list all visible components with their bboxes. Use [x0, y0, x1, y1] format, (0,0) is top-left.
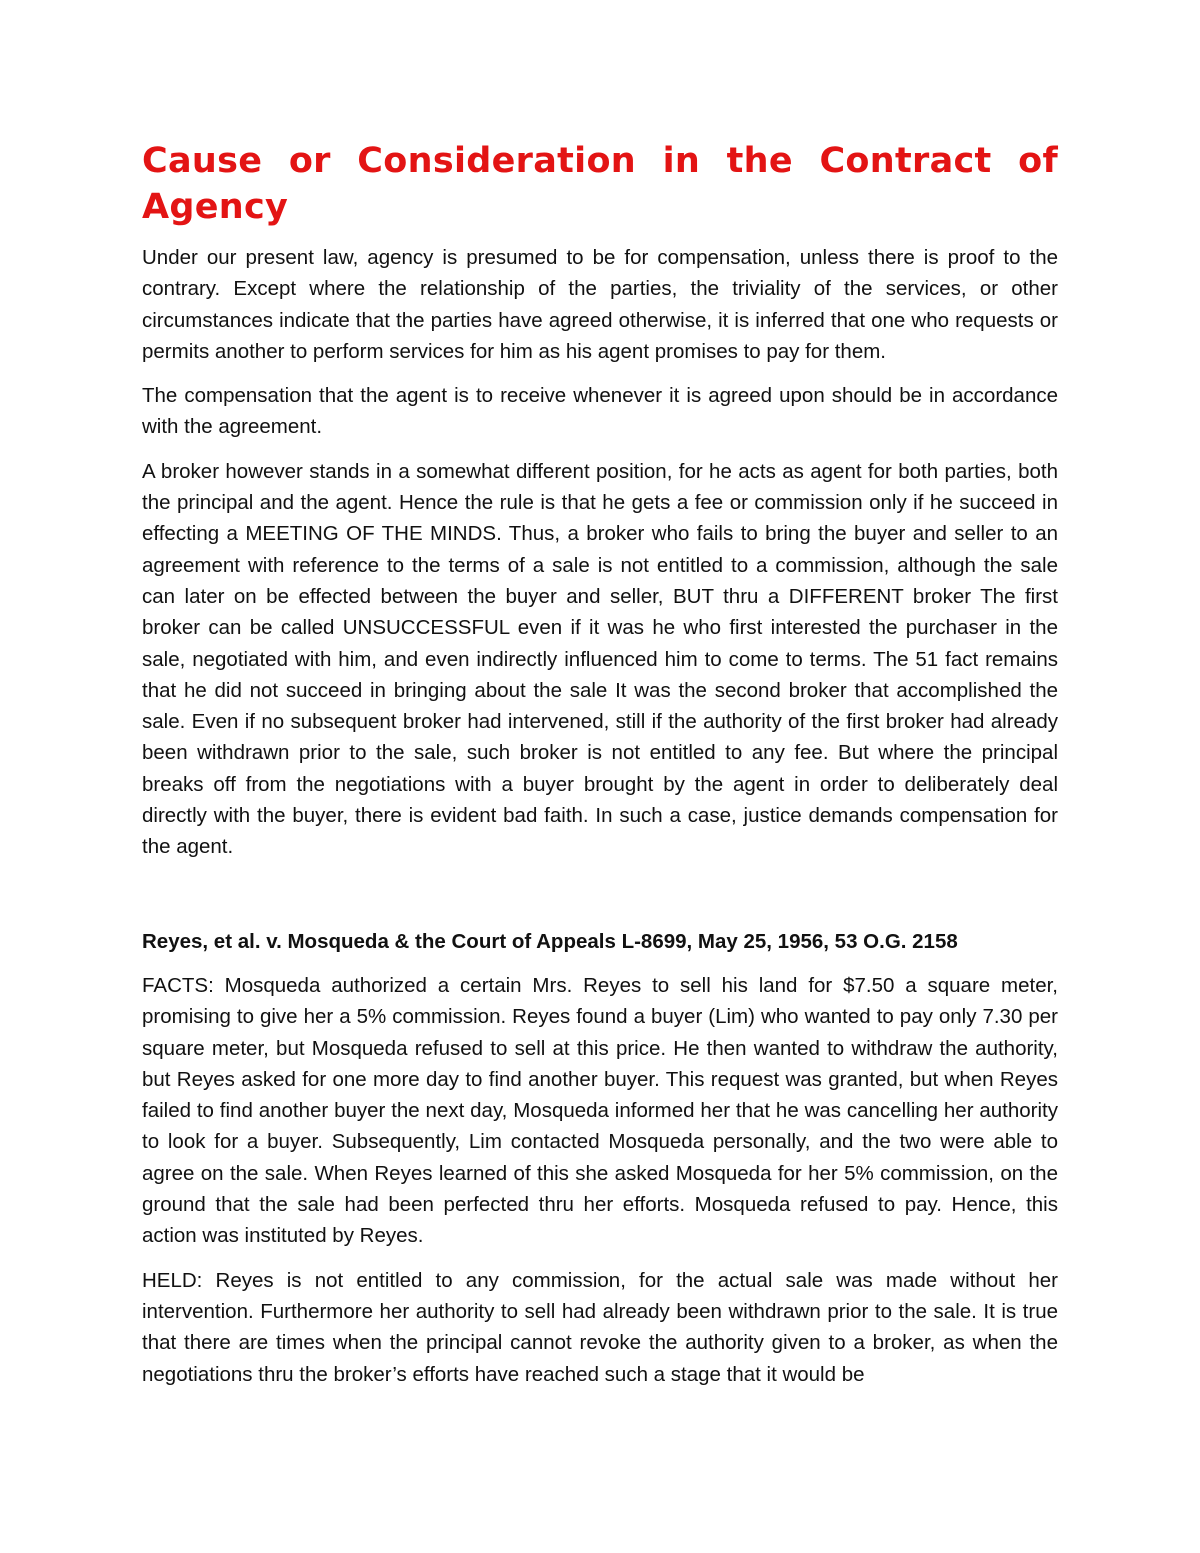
case-facts: FACTS: Mosqueda authorized a certain Mrs. Reyes to sell his land for $7.50 a square meter, promising to give her a 5% commission. Reyes found a buyer (Lim) who wanted to pay only 7.30 per square meter, but Mosqueda refused to sell at this price. He then wanted to withdraw the authority, but Reyes asked for one more day to find another buyer. This request was granted, but when Reyes failed to find another buyer the next day, Mosqueda informed her that he was cancelling her authority to look for a buyer. Subsequently, Lim contacted Mosqueda personally, and the two were able to agree on the sale. When Reyes learned of this she asked Mosqueda for her 5% commission, on the ground that the sale had been perfected thru her efforts. Mosqueda refused to pay. Hence, this action was instituted by Reyes.	[142, 973, 1058, 1248]
case-title: Reyes, et al. v. Mosqueda & the Court of Appeals L-8699, May 25, 1956, 53 O.G. 2158	[142, 929, 958, 953]
paragraph-compensation: The compensation that the agent is to receive whenever it is agreed upon should be in accordance with the agreement.	[142, 384, 1058, 439]
case-held: HELD: Reyes is not entitled to any commission, for the actual sale was made without her intervention. Furthermore her authority to sell had already been withdrawn prior to the sale. It is true that there are times when the principal cannot revoke the authority given to a broker, as when the negotiations thru the broker’s efforts have reached such a stage that it would be	[142, 1268, 1058, 1386]
document-page	[142, 138, 1058, 1403]
paragraph-broker: A broker however stands in a somewhat different position, for he acts as agent for both parties, both the principal and the agent. Hence the rule is that he gets a fee or commission only if he succeed in effecting a MEETING OF THE MINDS. Thus, a broker who fails to bring the buyer and seller to an agreement with reference to the terms of a sale is not entitled to a commission, although the sale can later on be effected between the buyer and seller, BUT thru a DIFFERENT broker The first broker can be called UNSUCCESSFUL even if it was he who first interested the purchaser in the sale, negotiated with him, and even indirectly influenced him to come to terms. The 51 fact remains that he did not succeed in bringing about the sale It was the second broker that accomplished the sale. Even if no subsequent broker had intervened, still if the authority of the first broker had already been withdrawn prior to the sale, such broker is not entitled to any fee. But where the principal breaks off from the negotiations with a buyer brought by the agent in order to deliberately deal directly with the buyer, there is evident bad faith. In such a case, justice demands compensation for the agent.	[142, 459, 1058, 859]
page-title: Cause or Consideration in the Contract of Agency	[142, 141, 1058, 227]
paragraph-presumption: Under our present law, agency is presumed to be for compensation, unless there is proof to the contrary. Except where the relationship of the parties, the triviality of the services, or other circumstances indicate that the parties have agreed otherwise, it is inferred that one who requests or permits another to perform services for him as his agent promises to pay for them.	[142, 246, 1058, 363]
